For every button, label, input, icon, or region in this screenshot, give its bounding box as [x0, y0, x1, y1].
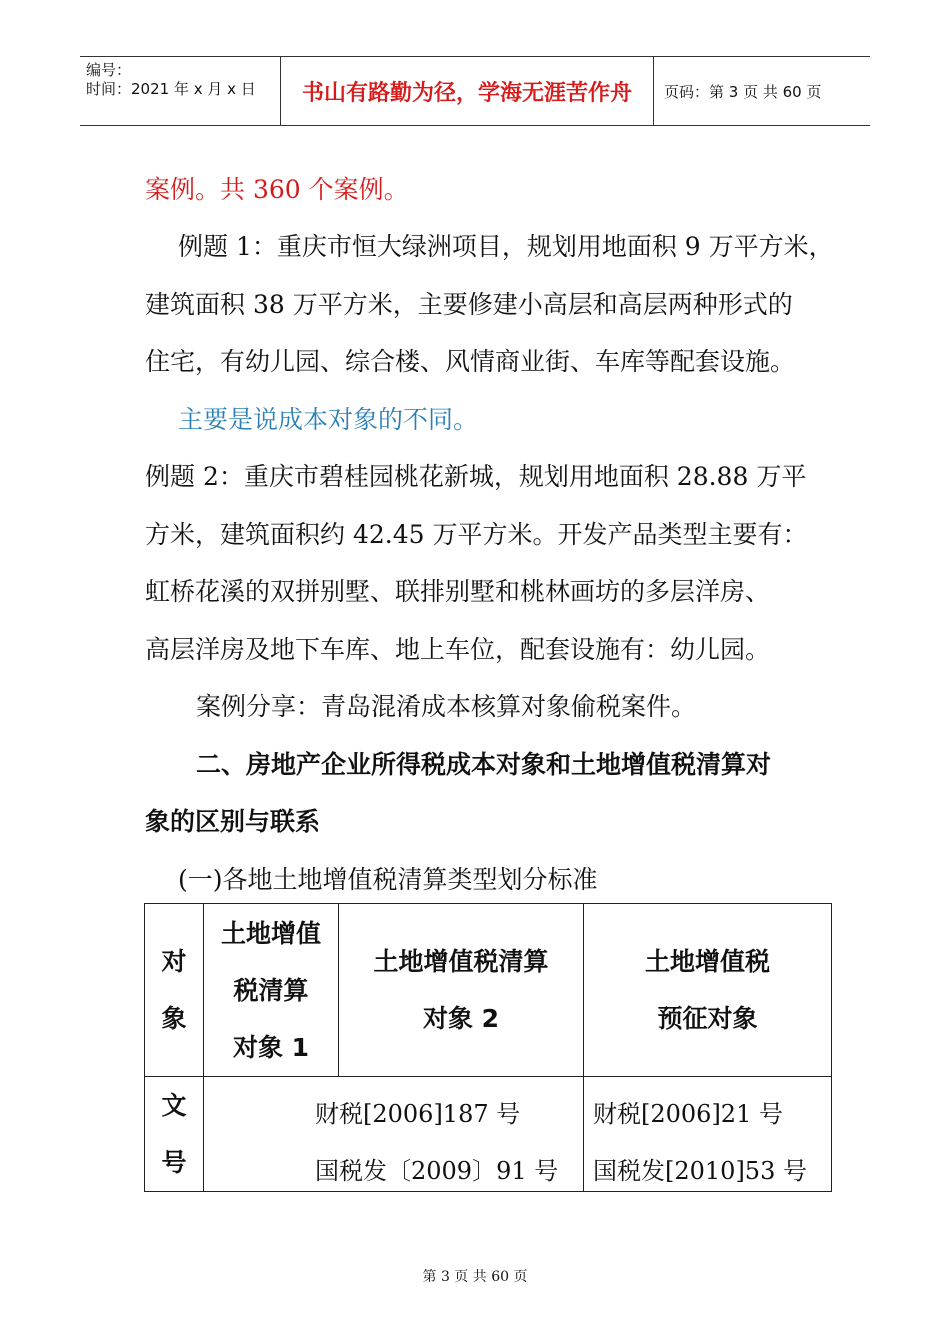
header-text: 对: [161, 947, 187, 976]
case-share-line: 案例分享：青岛混淆成本核算对象偷税案件。: [196, 692, 697, 721]
header-text: 象: [161, 1004, 187, 1033]
table-divider: [145, 1076, 831, 1077]
doc-number-right-1: 财税[2006]21 号: [593, 1100, 783, 1128]
page-footer: 第 3 页 共 60 页: [422, 1269, 528, 1285]
section-heading-line2: 象的区别与联系: [145, 807, 321, 836]
time-label: 时间：2021 年 x 月 x 日: [86, 80, 256, 98]
header-text: 土地增值: [220, 918, 321, 948]
example1-line1: 例题 1：重庆市恒大绿洲项目，规划用地面积 9 万平方米，: [178, 232, 834, 261]
subheading: (一)各地土地增值税清算类型划分标准: [178, 865, 598, 894]
table-header-clearance-2: [339, 904, 583, 1076]
header-text: 土地增值税清算: [373, 947, 549, 976]
example1-line3: 住宅，有幼儿园、综合楼、风情商业街、车库等配套设施。: [145, 347, 796, 376]
note-line: 主要是说成本对象的不同。: [178, 405, 479, 434]
example1-line2: 建筑面积 38 万平方米，主要修建小高层和高层两种形式的: [145, 290, 793, 319]
clearance-type-table: [144, 903, 832, 1192]
header-page-info: 页码：第 3 页 共 60 页: [664, 82, 822, 101]
doc-number-mid-1: 财税[2006]187 号: [315, 1100, 521, 1128]
section-heading-line1: 二、房地产企业所得税成本对象和土地增值税清算对: [196, 750, 772, 779]
example2-line3: 虹桥花溪的双拼别墅、联排别墅和桃林画坊的多层洋房、: [145, 577, 771, 606]
example2-line2: 方米，建筑面积约 42.45 万平方米。开发产品类型主要有：: [145, 520, 808, 549]
table-row-label: [145, 1077, 203, 1191]
intro-line: 案例。共 360 个案例。: [145, 175, 409, 204]
header-motto: 书山有路勤为径，学海无涯苦作舟: [280, 57, 654, 125]
doc-number-right-2: 国税发[2010]53 号: [593, 1157, 807, 1185]
header-text: 预征对象: [657, 1004, 758, 1033]
header-text: 对象 1: [232, 1032, 310, 1062]
doc-number-mid-2: 国税发〔2009〕91 号: [315, 1157, 559, 1185]
header-text: 土地增值税: [644, 947, 770, 976]
table-header-prepay: [584, 904, 831, 1076]
example2-line1: 例题 2：重庆市碧桂园桃花新城，规划用地面积 28.88 万平: [145, 462, 807, 491]
table-header-clearance-1: [204, 904, 338, 1076]
row-label-text: 号: [161, 1148, 187, 1177]
table-header-object: [145, 904, 203, 1076]
header-text: 税清算: [233, 975, 309, 1005]
row-label-text: 文: [161, 1091, 187, 1120]
number-label: 编号：: [86, 61, 132, 79]
header-meta: [80, 57, 280, 125]
example2-line4: 高层洋房及地下车库、地上车位，配套设施有：幼儿园。: [145, 635, 771, 664]
header-text: 对象 2: [422, 1004, 500, 1033]
page-header: [80, 56, 870, 126]
